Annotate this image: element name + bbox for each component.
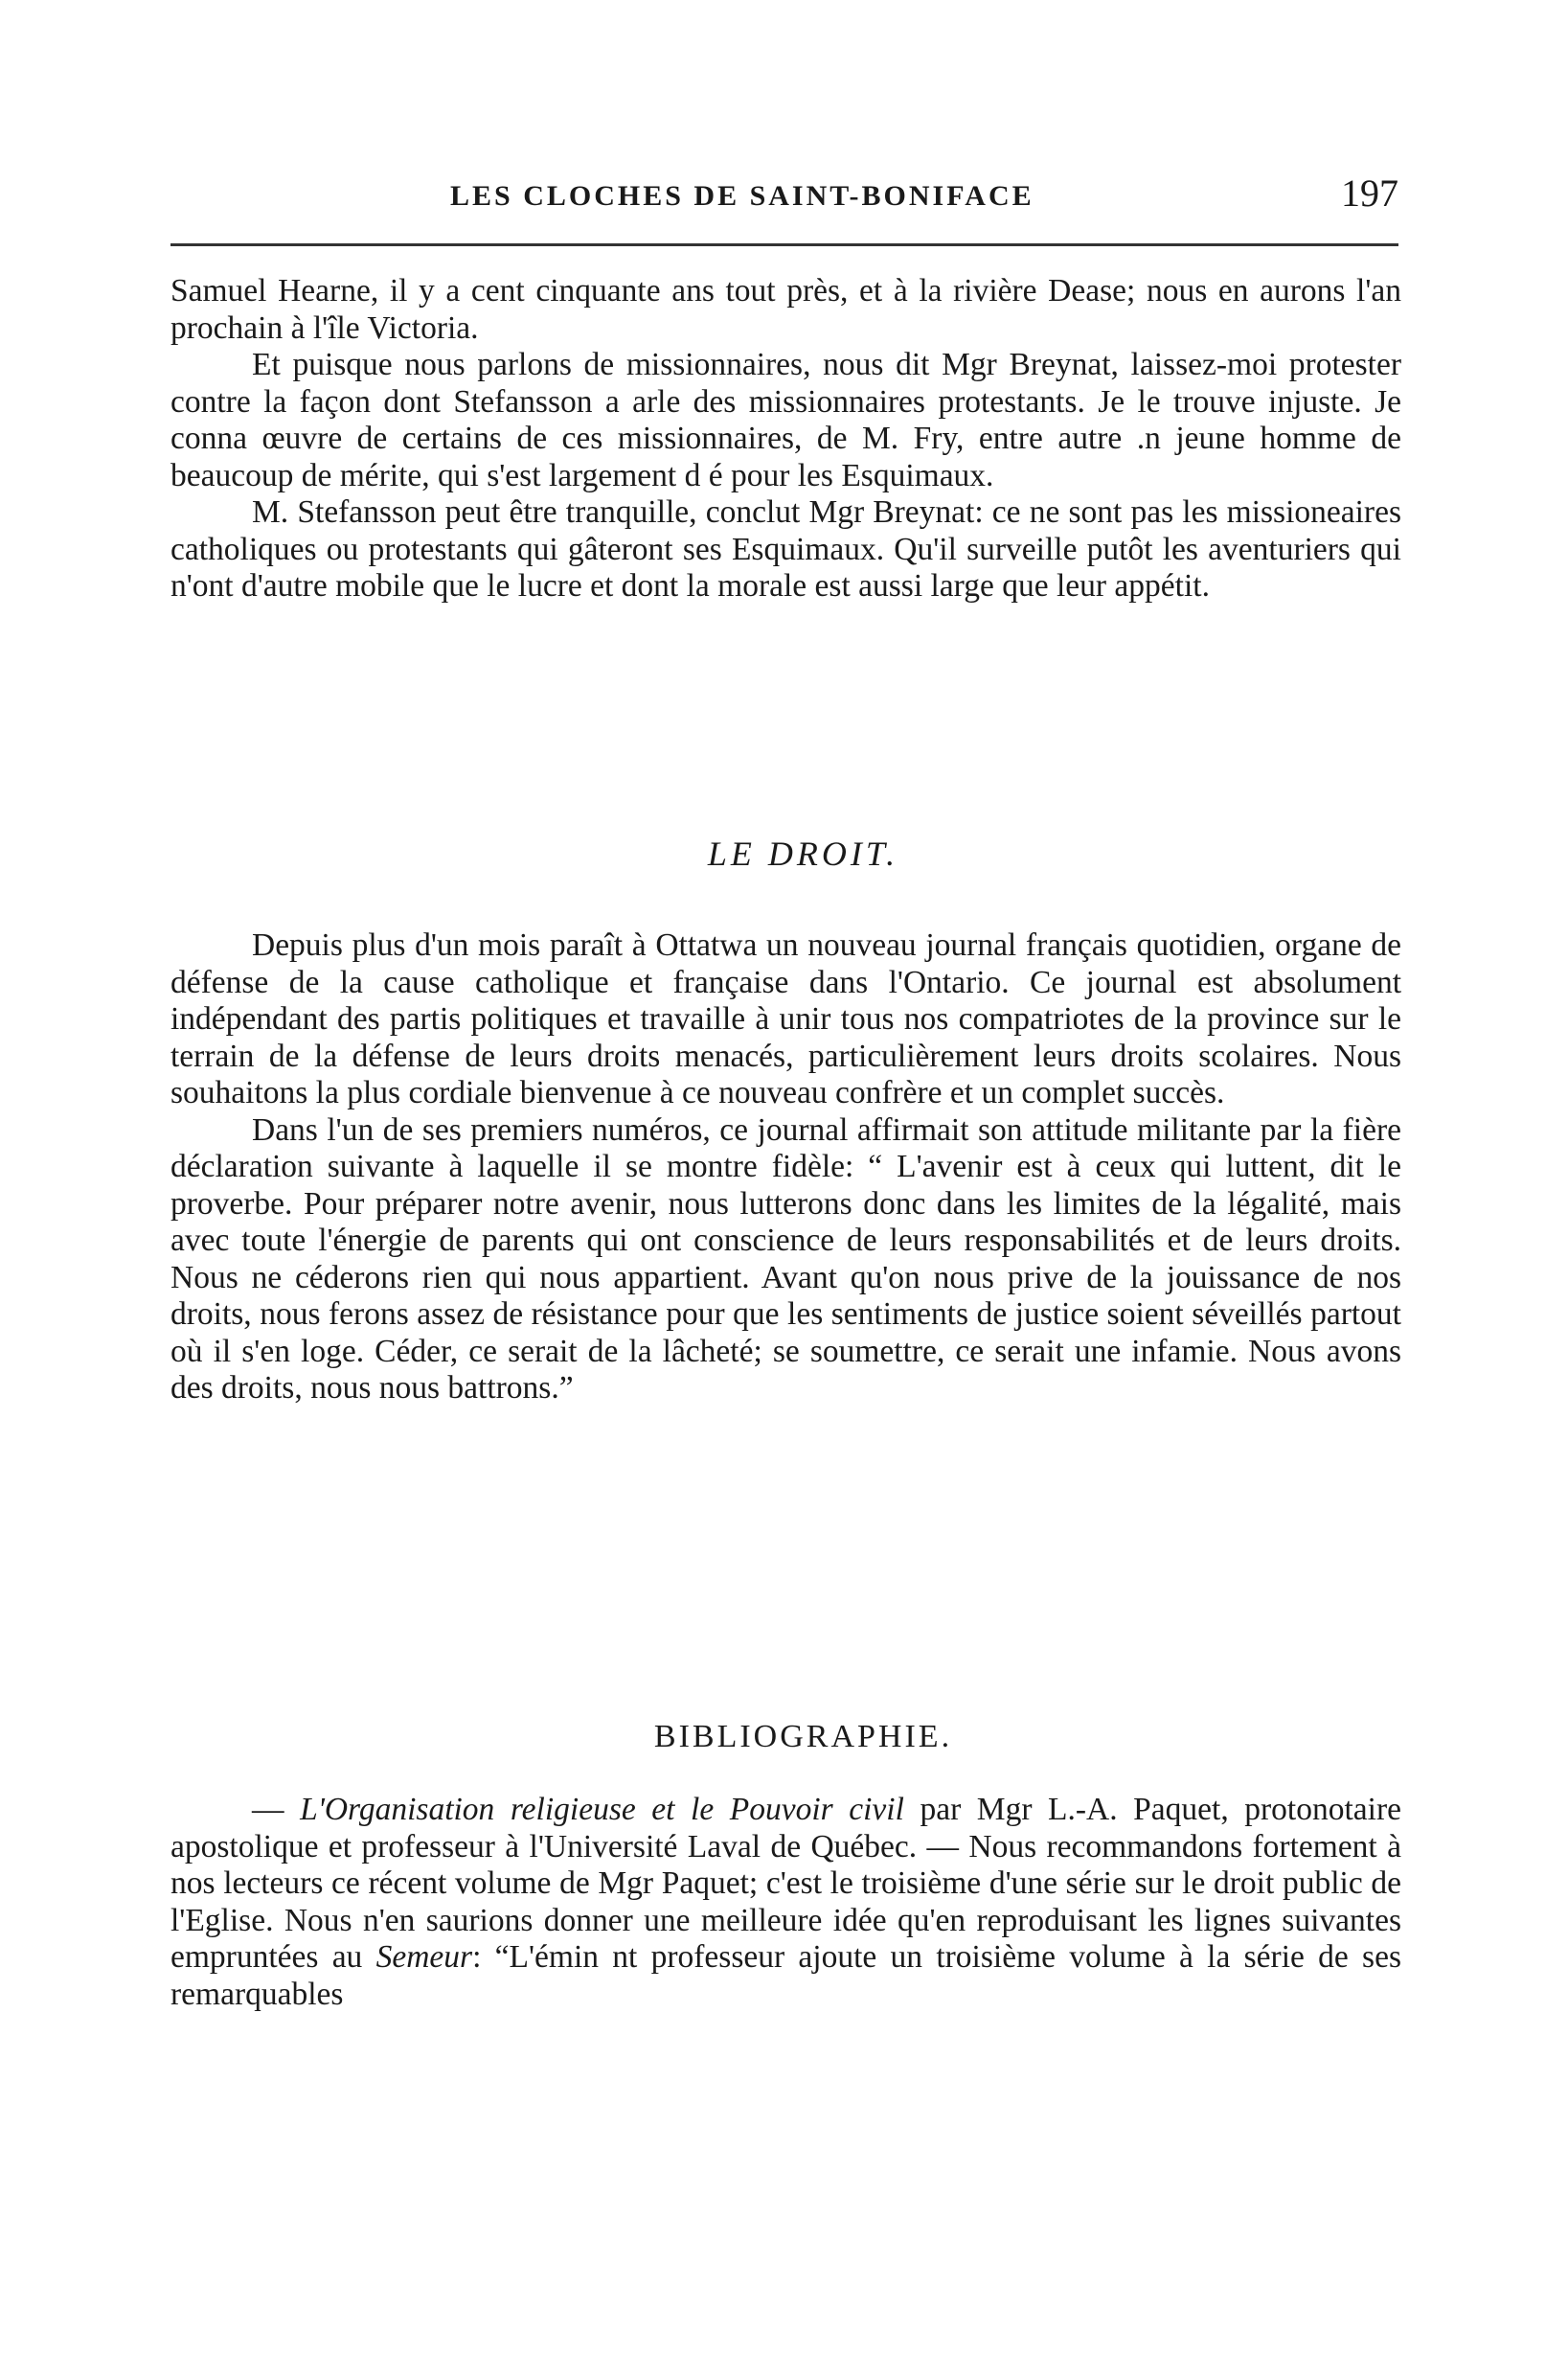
- paragraph: Depuis plus d'un mois paraît à Ottatwa un nouveau journal français quotidien, organe de défense de la cause catholique et française dans l'Ontario. Ce journal est absolument indépendant des partis politiques et travaille à unir tous nos compatriotes de la province sur le terrain de la défense de leurs droits menacés, particulièrement leurs droits scolaires. Nous souhaitons la plus cordiale bienvenue à ce nouveau confrère et un complet succès.: [170, 927, 1401, 1110]
- paragraph: Et puisque nous parlons de missionnaires, nous dit Mgr Breynat, laissez-moi protester contre la façon dont Stefansson a arle des missionnaires protestants. Je le trouve injuste. Je conna œuvre de certains de ces missionnaires, de M. Fry, entre autre .n jeune homme de beaucoup de mérite, qui s'est largement d é pour les Esquimaux.: [170, 347, 1401, 493]
- running-title: LES CLOCHES DE SAINT-BONIFACE: [450, 180, 1034, 212]
- paragraph: M. Stefansson peut être tranquille, conclut Mgr Breynat: ce ne sont pas les missioneaires catholiques ou protestants qui gâteront ses Esquimaux. Qu'il surveille putôt les aventuriers qui n'ont d'autre mobile que le lucre et dont la morale est aussi large que leur appétit.: [170, 494, 1401, 604]
- section-missionnaires: [170, 273, 1401, 606]
- entry-dash: —: [252, 1792, 301, 1827]
- section-bibliographie: [170, 1792, 1401, 2013]
- paragraph: Dans l'un de ses premiers numéros, ce journal affirmait son attitude militante par la fière déclaration suivante à laquelle il se montre fidèle: “ L'avenir est à ceux qui luttent, dit le proverbe. Pour préparer notre avenir, nous lutterons donc dans les limites de la légalité, mais avec toute l'énergie de parents qui ont conscience de leurs responsabilités et de leurs droits. Nous ne céderons rien qui nous appartient. Avant qu'on nous prive de la jouissance de nos droits, nous ferons assez de résistance pour que les sentiments de justice soient séveillés partout où il s'en loge. Céder, ce serait de la lâcheté; se soumettre, ce serait une infamie. Nous avons des droits, nous nous battrons.”: [170, 1111, 1401, 1406]
- section-heading-bibliographie: BIBLIOGRAPHIE.: [653, 1719, 953, 1754]
- running-head: [172, 171, 1398, 228]
- section-heading-le-droit: LE DROIT.: [707, 835, 899, 873]
- page-number: 197: [1341, 172, 1398, 215]
- entry-text-end: : “L'émin nt professeur ajoute un troisième volume à la série de ses remarquables: [170, 1939, 1401, 2012]
- book-title: L'Organisation religieuse et le Pouvoir civil: [300, 1792, 904, 1827]
- paragraph: Samuel Hearne, il y a cent cinquante ans tout près, et à la rivière Dease; nous en aurons l'an prochain à l'île Victoria.: [170, 273, 1401, 346]
- header-rule: [170, 243, 1398, 246]
- bibliography-entry: [170, 1792, 1401, 2013]
- journal-name: Semeur: [375, 1939, 473, 1975]
- entry-text: par Mgr L.-A. Paquet, protonotaire apostolique et professeur à l'Université Laval de Québec. — Nous recommandons fortement à nos lecteurs ce récent volume de Mgr Paquet; c'est le troisième d'une série sur le droit public de l'Eglise. Nous n'en saurions donner une meilleure idée qu'en reproduisant les lignes suivantes empruntées au: [170, 1792, 1401, 1975]
- section-le-droit: [170, 927, 1401, 1407]
